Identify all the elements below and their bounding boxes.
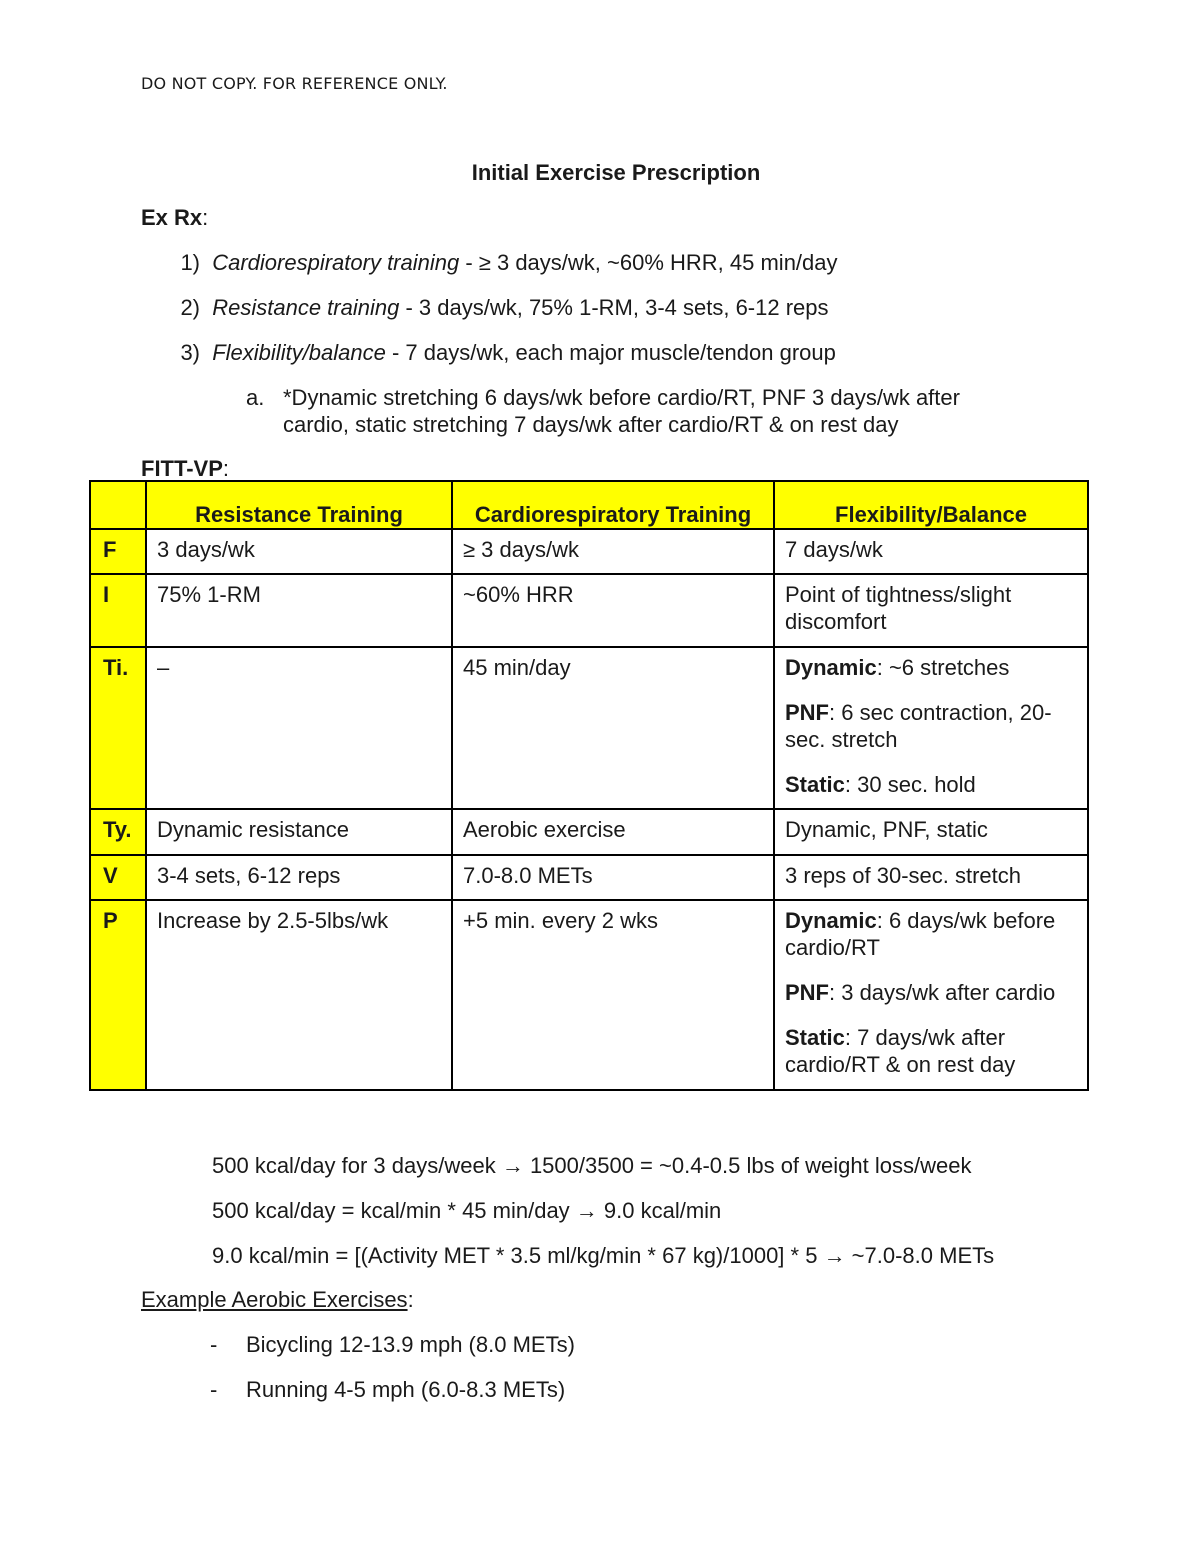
table-row xyxy=(90,900,1088,1090)
exrx-item-2: 2) Resistance training - 3 days/wk, 75% 1-RM, 3-4 sets, 6-12 reps xyxy=(180,295,829,320)
fitt-table xyxy=(89,480,1089,1091)
row-label: I xyxy=(90,574,146,647)
exrx-item-3: 3) Flexibility/balance - 7 days/wk, each major muscle/tendon group xyxy=(180,340,836,365)
calc-line-2: 500 kcal/day = kcal/min * 45 min/day → 9.0 kcal/min xyxy=(212,1198,722,1223)
table-row xyxy=(90,574,1088,647)
cell-flexibility: Point of tightness/slight discomfort xyxy=(774,574,1088,647)
cell-flexibility: 7 days/wk xyxy=(774,529,1088,574)
cell-resistance: – xyxy=(146,647,452,809)
examples-label: Example Aerobic Exercises: xyxy=(141,1287,414,1312)
exrx-item-1: 1) Cardiorespiratory training - ≥ 3 days/wk, ~60% HRR, 45 min/day xyxy=(180,250,838,275)
cell-resistance: Increase by 2.5-5lbs/wk xyxy=(146,900,452,1090)
flex-time-dynamic: Dynamic: ~6 stretches xyxy=(785,655,1010,680)
row-label: P xyxy=(90,900,146,1090)
cell-cardio: 45 min/day xyxy=(452,647,774,809)
calc-line-3: 9.0 kcal/min = [(Activity MET * 3.5 ml/kg/min * 67 kg)/1000] * 5 → ~7.0-8.0 METs xyxy=(212,1243,995,1268)
arrow-icon: → xyxy=(575,1198,598,1223)
flex-progress-static: Static: 7 days/wk after cardio/RT & on rest day xyxy=(785,1025,1016,1077)
cell-cardio: Aerobic exercise xyxy=(452,809,774,855)
exrx-sub-line-2: cardio, static stretching 7 days/wk after cardio/RT & on rest day xyxy=(283,412,899,437)
flex-time-pnf: PNF: 6 sec contraction, 20-sec. stretch xyxy=(785,700,1052,752)
cell-resistance: 3-4 sets, 6-12 reps xyxy=(146,855,452,900)
exrx-sub-line-1: *Dynamic stretching 6 days/wk before cardio/RT, PNF 3 days/wk after xyxy=(283,385,960,410)
row-label: F xyxy=(90,529,146,574)
arrow-icon: → xyxy=(823,1243,846,1268)
example-item: Running 4-5 mph (6.0-8.3 METs) xyxy=(246,1377,566,1402)
cell-resistance: Dynamic resistance xyxy=(146,809,452,855)
bullet-icon: - xyxy=(210,1332,218,1357)
row-label: Ty. xyxy=(90,809,146,855)
example-item: Bicycling 12-13.9 mph (8.0 METs) xyxy=(246,1332,575,1357)
exrx-sub-letter: a. xyxy=(246,385,265,410)
table-header-row xyxy=(90,481,1088,529)
calc-line-1: 500 kcal/day for 3 days/week → 1500/3500 = ~0.4-0.5 lbs of weight loss/week xyxy=(212,1153,972,1178)
header-flexibility: Flexibility/Balance xyxy=(774,481,1088,529)
cell-cardio: +5 min. every 2 wks xyxy=(452,900,774,1090)
row-label: V xyxy=(90,855,146,900)
flex-progress-dynamic: Dynamic: 6 days/wk before cardio/RT xyxy=(785,908,1056,960)
cell-resistance: 75% 1-RM xyxy=(146,574,452,647)
table-row xyxy=(90,855,1088,900)
fitt-label: FITT-VP: xyxy=(141,456,230,481)
header-resistance: Resistance Training xyxy=(146,481,452,529)
header-corner xyxy=(90,481,146,529)
flex-time-static: Static: 30 sec. hold xyxy=(785,772,976,797)
watermark-text: DO NOT COPY. FOR REFERENCE ONLY. xyxy=(141,74,448,93)
cell-cardio: ≥ 3 days/wk xyxy=(452,529,774,574)
table-row xyxy=(90,647,1088,809)
table-row xyxy=(90,809,1088,855)
exrx-label: Ex Rx: xyxy=(141,205,209,230)
cell-resistance: 3 days/wk xyxy=(146,529,452,574)
arrow-icon: → xyxy=(501,1153,524,1178)
cell-cardio: 7.0-8.0 METs xyxy=(452,855,774,900)
page-title: Initial Exercise Prescription xyxy=(471,160,761,185)
cell-flexibility: Dynamic, PNF, static xyxy=(774,809,1088,855)
cell-flexibility xyxy=(774,647,1088,809)
header-cardio: Cardiorespiratory Training xyxy=(452,481,774,529)
bullet-icon: - xyxy=(210,1377,218,1402)
cell-flexibility: 3 reps of 30-sec. stretch xyxy=(774,855,1088,900)
row-label: Ti. xyxy=(90,647,146,809)
flex-progress-pnf: PNF: 3 days/wk after cardio xyxy=(785,980,1056,1005)
cell-flexibility xyxy=(774,900,1088,1090)
cell-cardio: ~60% HRR xyxy=(452,574,774,647)
table-row xyxy=(90,529,1088,574)
